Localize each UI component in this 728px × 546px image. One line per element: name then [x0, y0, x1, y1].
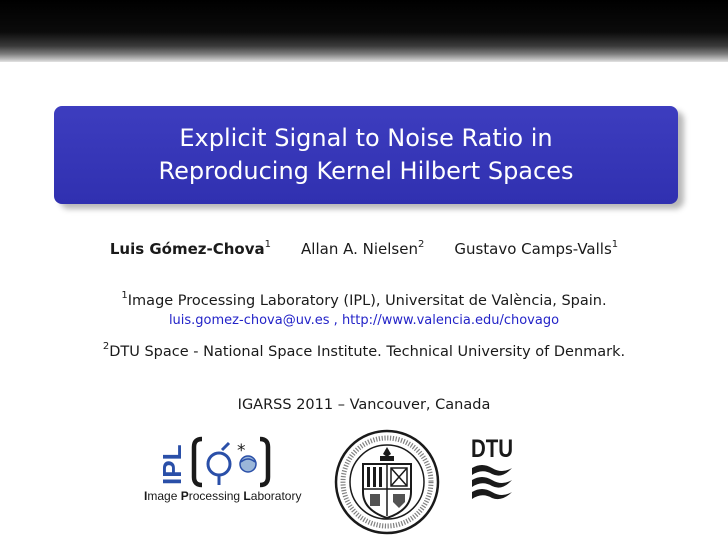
dtu-logo [468, 434, 516, 502]
link-separator: , [333, 313, 338, 328]
email-link[interactable]: luis.gomez-chova@uv.es [168, 313, 330, 328]
university-seal-logo [333, 428, 441, 536]
affiliation-1 [0, 290, 728, 309]
author-1 [110, 240, 271, 258]
affiliation-1-text: Image Processing Laboratory (IPL), Universitat de València, Spain. [127, 293, 607, 309]
slide-header-bar [0, 0, 728, 62]
author-2-name: Allan A. Nielsen [301, 240, 418, 258]
ipl-caption-letter-i: I [144, 489, 148, 503]
ipl-caption-word-2: rocessing [188, 489, 244, 503]
ipl-caption-letter-l: L [243, 489, 251, 503]
ipl-caption-word-1: mage [147, 489, 181, 503]
author-3-name: Gustavo Camps-Valls [454, 240, 612, 258]
author-3-sup: 1 [611, 239, 619, 250]
author-1-name: Luis Gómez-Chova [109, 240, 265, 258]
conference-line: IGARSS 2011 – Vancouver, Canada [237, 397, 491, 413]
affiliation-2-text: DTU Space - National Space Institute. Technical University of Denmark. [109, 344, 626, 360]
affiliation-2-sup: 2 [102, 341, 110, 352]
title-line-1: Explicit Signal to Noise Ratio in [179, 124, 553, 152]
affiliation-2 [0, 341, 728, 360]
contact-links [0, 313, 728, 328]
ipl-caption-word-3: aboratory [250, 489, 302, 503]
title-line-2: Reproducing Kernel Hilbert Spaces [158, 157, 574, 185]
author-3 [454, 240, 618, 258]
author-1-sup: 1 [264, 239, 272, 250]
ipl-caption [144, 489, 324, 503]
author-list [0, 240, 728, 258]
dtu-logo-wordmark: DTU [470, 434, 514, 463]
svg-text:*: * [237, 441, 246, 461]
author-2-sup: 2 [417, 239, 425, 250]
author-2 [301, 240, 424, 258]
homepage-link[interactable]: http://www.valencia.edu/chovago [341, 313, 560, 328]
ipl-caption-letter-p: P [180, 489, 189, 503]
affiliation-1-sup: 1 [121, 290, 128, 301]
ipl-logo-mark: IPL [157, 444, 187, 485]
title-box [54, 106, 678, 204]
